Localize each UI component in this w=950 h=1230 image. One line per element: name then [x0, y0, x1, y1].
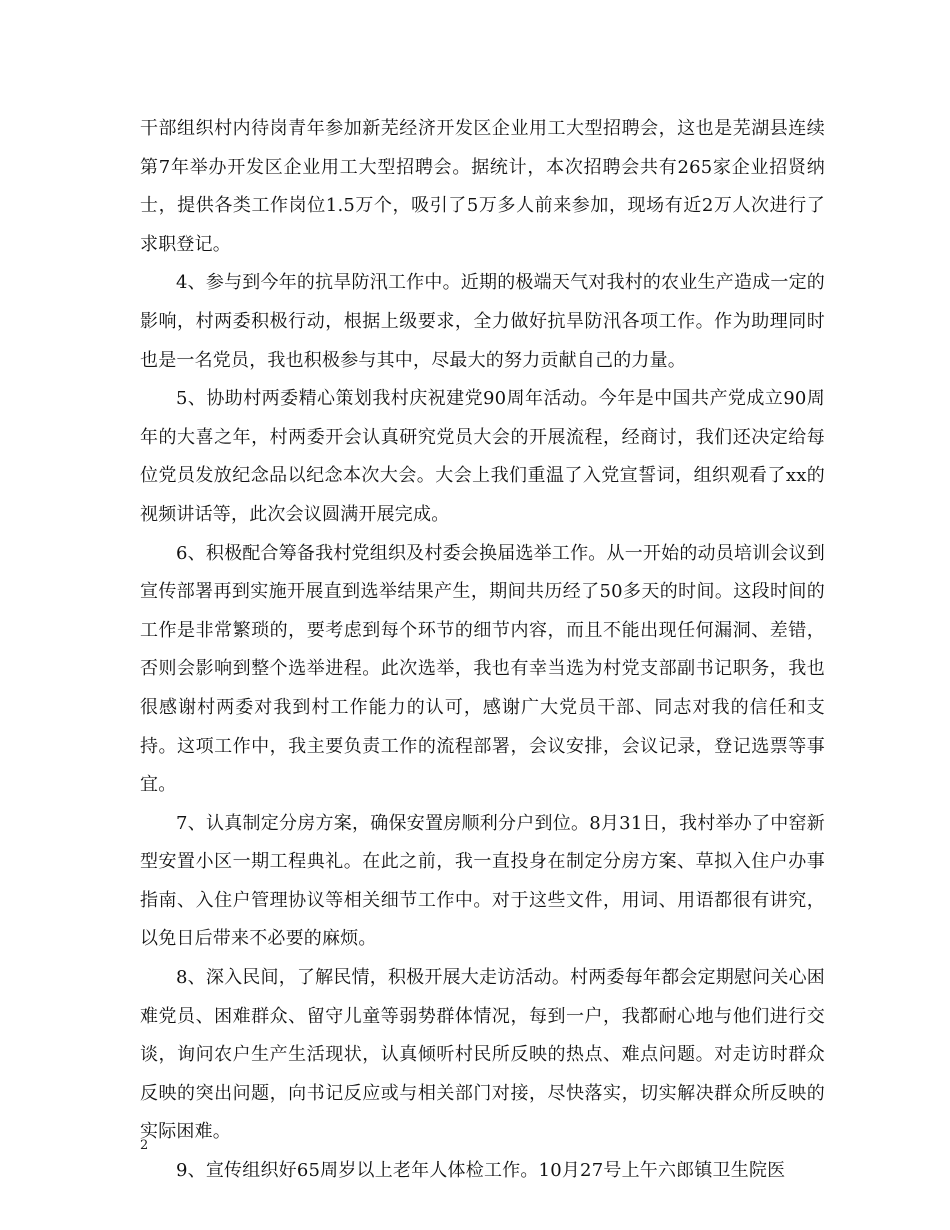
- paragraph-item-6: 6、积极配合筹备我村党组织及村委会换届选举工作。从一开始的动员培训会议到宣传部署再到实施开展直到选举结果产生，期间共历经了50多天的时间。这段时间的工作是非常繁琐的，要考虑到每个环节的细节内容，而且不能出现任何漏洞、差错，否则会影响到整个选举进程。此次选举，我也有幸当选为村党支部副书记职务，我也很感谢村两委对我到村工作能力的认可，感谢广大党员干部、同志对我的信任和支持。这项工作中，我主要负责工作的流程部署，会议安排，会议记录，登记选票等事宜。: [140, 542, 825, 796]
- paragraph-item-7: 7、认真制定分房方案，确保安置房顺利分户到位。8月31日，我村举办了中窑新型安置小区一期工程典礼。在此之前，我一直投身在制定分房方案、草拟入住户办事指南、入住户管理协议等相关细节工作中。对于这些文件，用词、用语都很有讲究，以免日后带来不必要的麻烦。: [140, 812, 825, 950]
- paragraph-continuation: 干部组织村内待岗青年参加新芜经济开发区企业用工大型招聘会，这也是芜湖县连续第7年举办开发区企业用工大型招聘会。据统计，本次招聘会共有265家企业招贤纳士，提供各类工作岗位1.5万个，吸引了5万多人前来参加，现场有近2万人次进行了求职登记。: [140, 118, 825, 255]
- document-body: [140, 110, 825, 1191]
- page-number: 2: [140, 1138, 149, 1153]
- paragraph-item-8: 8、深入民间，了解民情，积极开展大走访活动。村两委每年都会定期慰问关心困难党员、困难群众、留守儿童等弱势群体情况，每到一户，我都耐心地与他们进行交谈，询问农户生产生活现状，认真倾听村民所反映的热点、难点问题。对走访时群众反映的突出问题，向书记反应或与相关部门对接，尽快落实，切实解决群众所反映的实际困难。: [140, 967, 825, 1143]
- paragraph-item-5: 5、协助村两委精心策划我村庆祝建党90周年活动。今年是中国共产党成立90周年的大喜之年，村两委开会认真研究党员大会的开展流程，经商讨，我们还决定给每位党员发放纪念品以纪念本次大会。大会上我们重温了入党宣誓词，组织观看了xx的视频讲话等，此次会议圆满开展完成。: [140, 388, 825, 525]
- paragraph-item-9: 9、宣传组织好65周岁以上老年人体检工作。10月27号上午六郎镇卫生院医: [176, 1160, 786, 1182]
- paragraph-item-4: 4、参与到今年的抗旱防汛工作中。近期的极端天气对我村的农业生产造成一定的影响，村两委积极行动，根据上级要求，全力做好抗旱防汛各项工作。作为助理同时也是一名党员，我也积极参与其中，尽最大的努力贡献自己的力量。: [140, 272, 825, 371]
